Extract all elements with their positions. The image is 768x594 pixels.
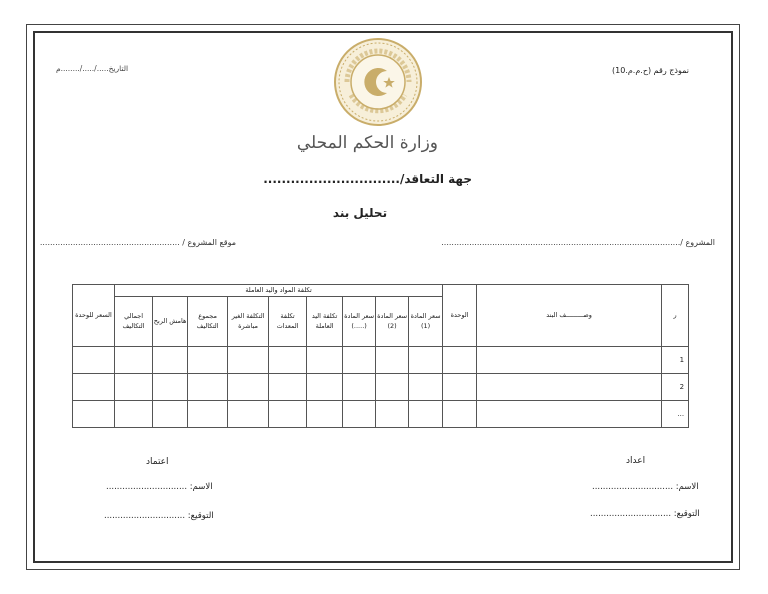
cell[interactable] bbox=[188, 374, 228, 401]
project-field: المشروع /.............................................................................................. bbox=[441, 238, 715, 247]
cell[interactable] bbox=[269, 347, 307, 374]
cell[interactable] bbox=[73, 374, 115, 401]
approved-by-signature: التوقيع: .............................. bbox=[104, 511, 214, 521]
col-unit-header: الوحدة bbox=[443, 285, 477, 347]
col-description-header: وصـــــــــف البند bbox=[477, 285, 662, 347]
cell[interactable] bbox=[443, 401, 477, 428]
cell[interactable] bbox=[188, 347, 228, 374]
cell[interactable] bbox=[409, 347, 443, 374]
cell[interactable] bbox=[376, 401, 409, 428]
cell[interactable] bbox=[409, 401, 443, 428]
cell[interactable] bbox=[115, 347, 153, 374]
ministry-emblem-icon bbox=[333, 37, 423, 127]
form-number: نموذج رقم (ح.م.م.10) bbox=[612, 66, 689, 75]
table-row bbox=[73, 347, 689, 374]
cell[interactable] bbox=[307, 374, 343, 401]
cell[interactable] bbox=[228, 347, 269, 374]
document-title: تحليل بند bbox=[332, 206, 388, 220]
item-analysis-table bbox=[72, 284, 689, 428]
cell[interactable] bbox=[343, 374, 376, 401]
cell[interactable] bbox=[307, 347, 343, 374]
col-total-header: اجمالي التكاليف bbox=[115, 297, 153, 347]
col-group-header: تكلفة المواد واليد العاملة bbox=[115, 285, 443, 297]
row-number: 1 bbox=[662, 347, 689, 374]
col-material-n-header: سعر المادة (.....) bbox=[343, 297, 376, 347]
cell[interactable] bbox=[73, 401, 115, 428]
cell[interactable] bbox=[477, 347, 662, 374]
col-sum-header: مجموع التكاليف bbox=[188, 297, 228, 347]
cell[interactable] bbox=[188, 401, 228, 428]
row-number: ... bbox=[662, 401, 689, 428]
cell[interactable] bbox=[477, 401, 662, 428]
col-labor-header: تكلفة اليد العاملة bbox=[307, 297, 343, 347]
table-row bbox=[73, 401, 689, 428]
cell[interactable] bbox=[343, 401, 376, 428]
cell[interactable] bbox=[376, 347, 409, 374]
cell[interactable] bbox=[153, 374, 188, 401]
col-margin-header: هامش الربح bbox=[153, 297, 188, 347]
row-number: 2 bbox=[662, 374, 689, 401]
project-location-field: موقع المشروع / ....................................................... bbox=[39, 238, 236, 247]
cell[interactable] bbox=[443, 374, 477, 401]
cell[interactable] bbox=[73, 347, 115, 374]
table-row bbox=[73, 374, 689, 401]
cell[interactable] bbox=[376, 374, 409, 401]
cell[interactable] bbox=[477, 374, 662, 401]
col-unit-price-header: السعر للوحدة bbox=[73, 285, 115, 347]
cell[interactable] bbox=[409, 374, 443, 401]
prepared-by-name: الاسم: .............................. bbox=[592, 482, 699, 492]
col-material-1-header: سعر المادة (1) bbox=[409, 297, 443, 347]
cell[interactable] bbox=[153, 401, 188, 428]
prepared-by-signature: التوقيع: .............................. bbox=[590, 509, 700, 519]
cell[interactable] bbox=[153, 347, 188, 374]
col-indirect-header: التكلفة الغير مباشرة bbox=[228, 297, 269, 347]
col-number-header: ر bbox=[662, 285, 689, 347]
approved-by-name: الاسم: .............................. bbox=[106, 482, 213, 492]
date-field: التاريخ...../...../........م bbox=[56, 64, 129, 73]
cell[interactable] bbox=[443, 347, 477, 374]
cell[interactable] bbox=[228, 374, 269, 401]
prepared-by-title: اعداد bbox=[626, 456, 646, 466]
col-material-2-header: سعر المادة (2) bbox=[376, 297, 409, 347]
ministry-name: وزارة الحكم المحلي bbox=[296, 133, 438, 153]
cell[interactable] bbox=[269, 374, 307, 401]
cell[interactable] bbox=[115, 374, 153, 401]
cell[interactable] bbox=[228, 401, 269, 428]
cell[interactable] bbox=[307, 401, 343, 428]
cell[interactable] bbox=[115, 401, 153, 428]
cell[interactable] bbox=[269, 401, 307, 428]
col-equipment-header: تكلفة المعدات bbox=[269, 297, 307, 347]
cell[interactable] bbox=[343, 347, 376, 374]
contracting-entity: جهة التعاقد/.............................. bbox=[263, 172, 472, 186]
approved-by-title: اعتماد bbox=[146, 457, 169, 467]
